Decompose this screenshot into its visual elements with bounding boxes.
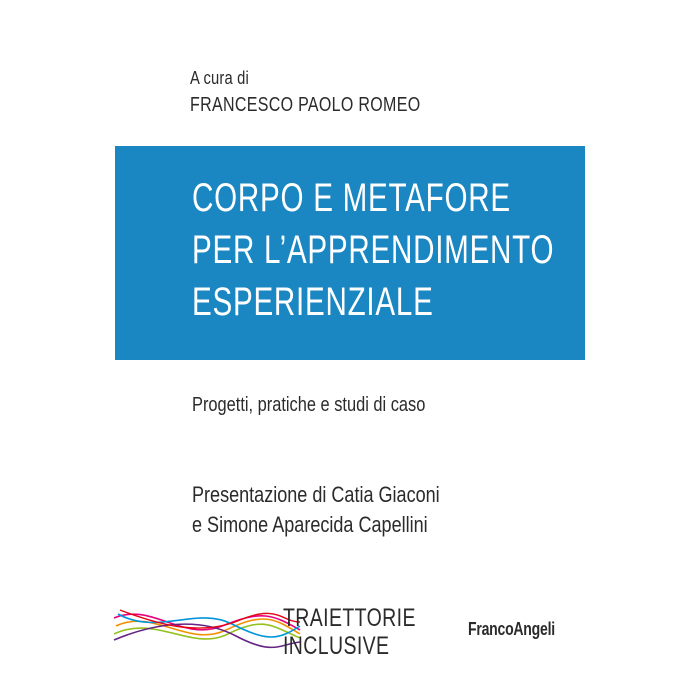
title-line-2: PER L’APPRENDIMENTO (192, 228, 555, 272)
subtitle: Progetti, pratiche e studi di caso (192, 394, 426, 416)
swoosh-line-red (120, 610, 300, 628)
presentation-line-2: e Simone Aparecida Capellini (192, 512, 428, 537)
publisher-logo: FrancoAngeli (468, 619, 555, 639)
series-logo-swoosh-icon (112, 596, 302, 658)
editor-label: A cura di (190, 68, 249, 88)
title-line-3: ESPERIENZIALE (192, 280, 434, 324)
title-line-1: CORPO E METAFORE (192, 176, 511, 220)
editor-name: FRANCESCO PAOLO ROMEO (190, 94, 421, 116)
series-name-line-1: TRAIETTORIE (283, 604, 416, 632)
series-name-line-2: INCLUSIVE (283, 632, 390, 660)
presentation-line-1: Presentazione di Catia Giaconi (192, 482, 440, 507)
